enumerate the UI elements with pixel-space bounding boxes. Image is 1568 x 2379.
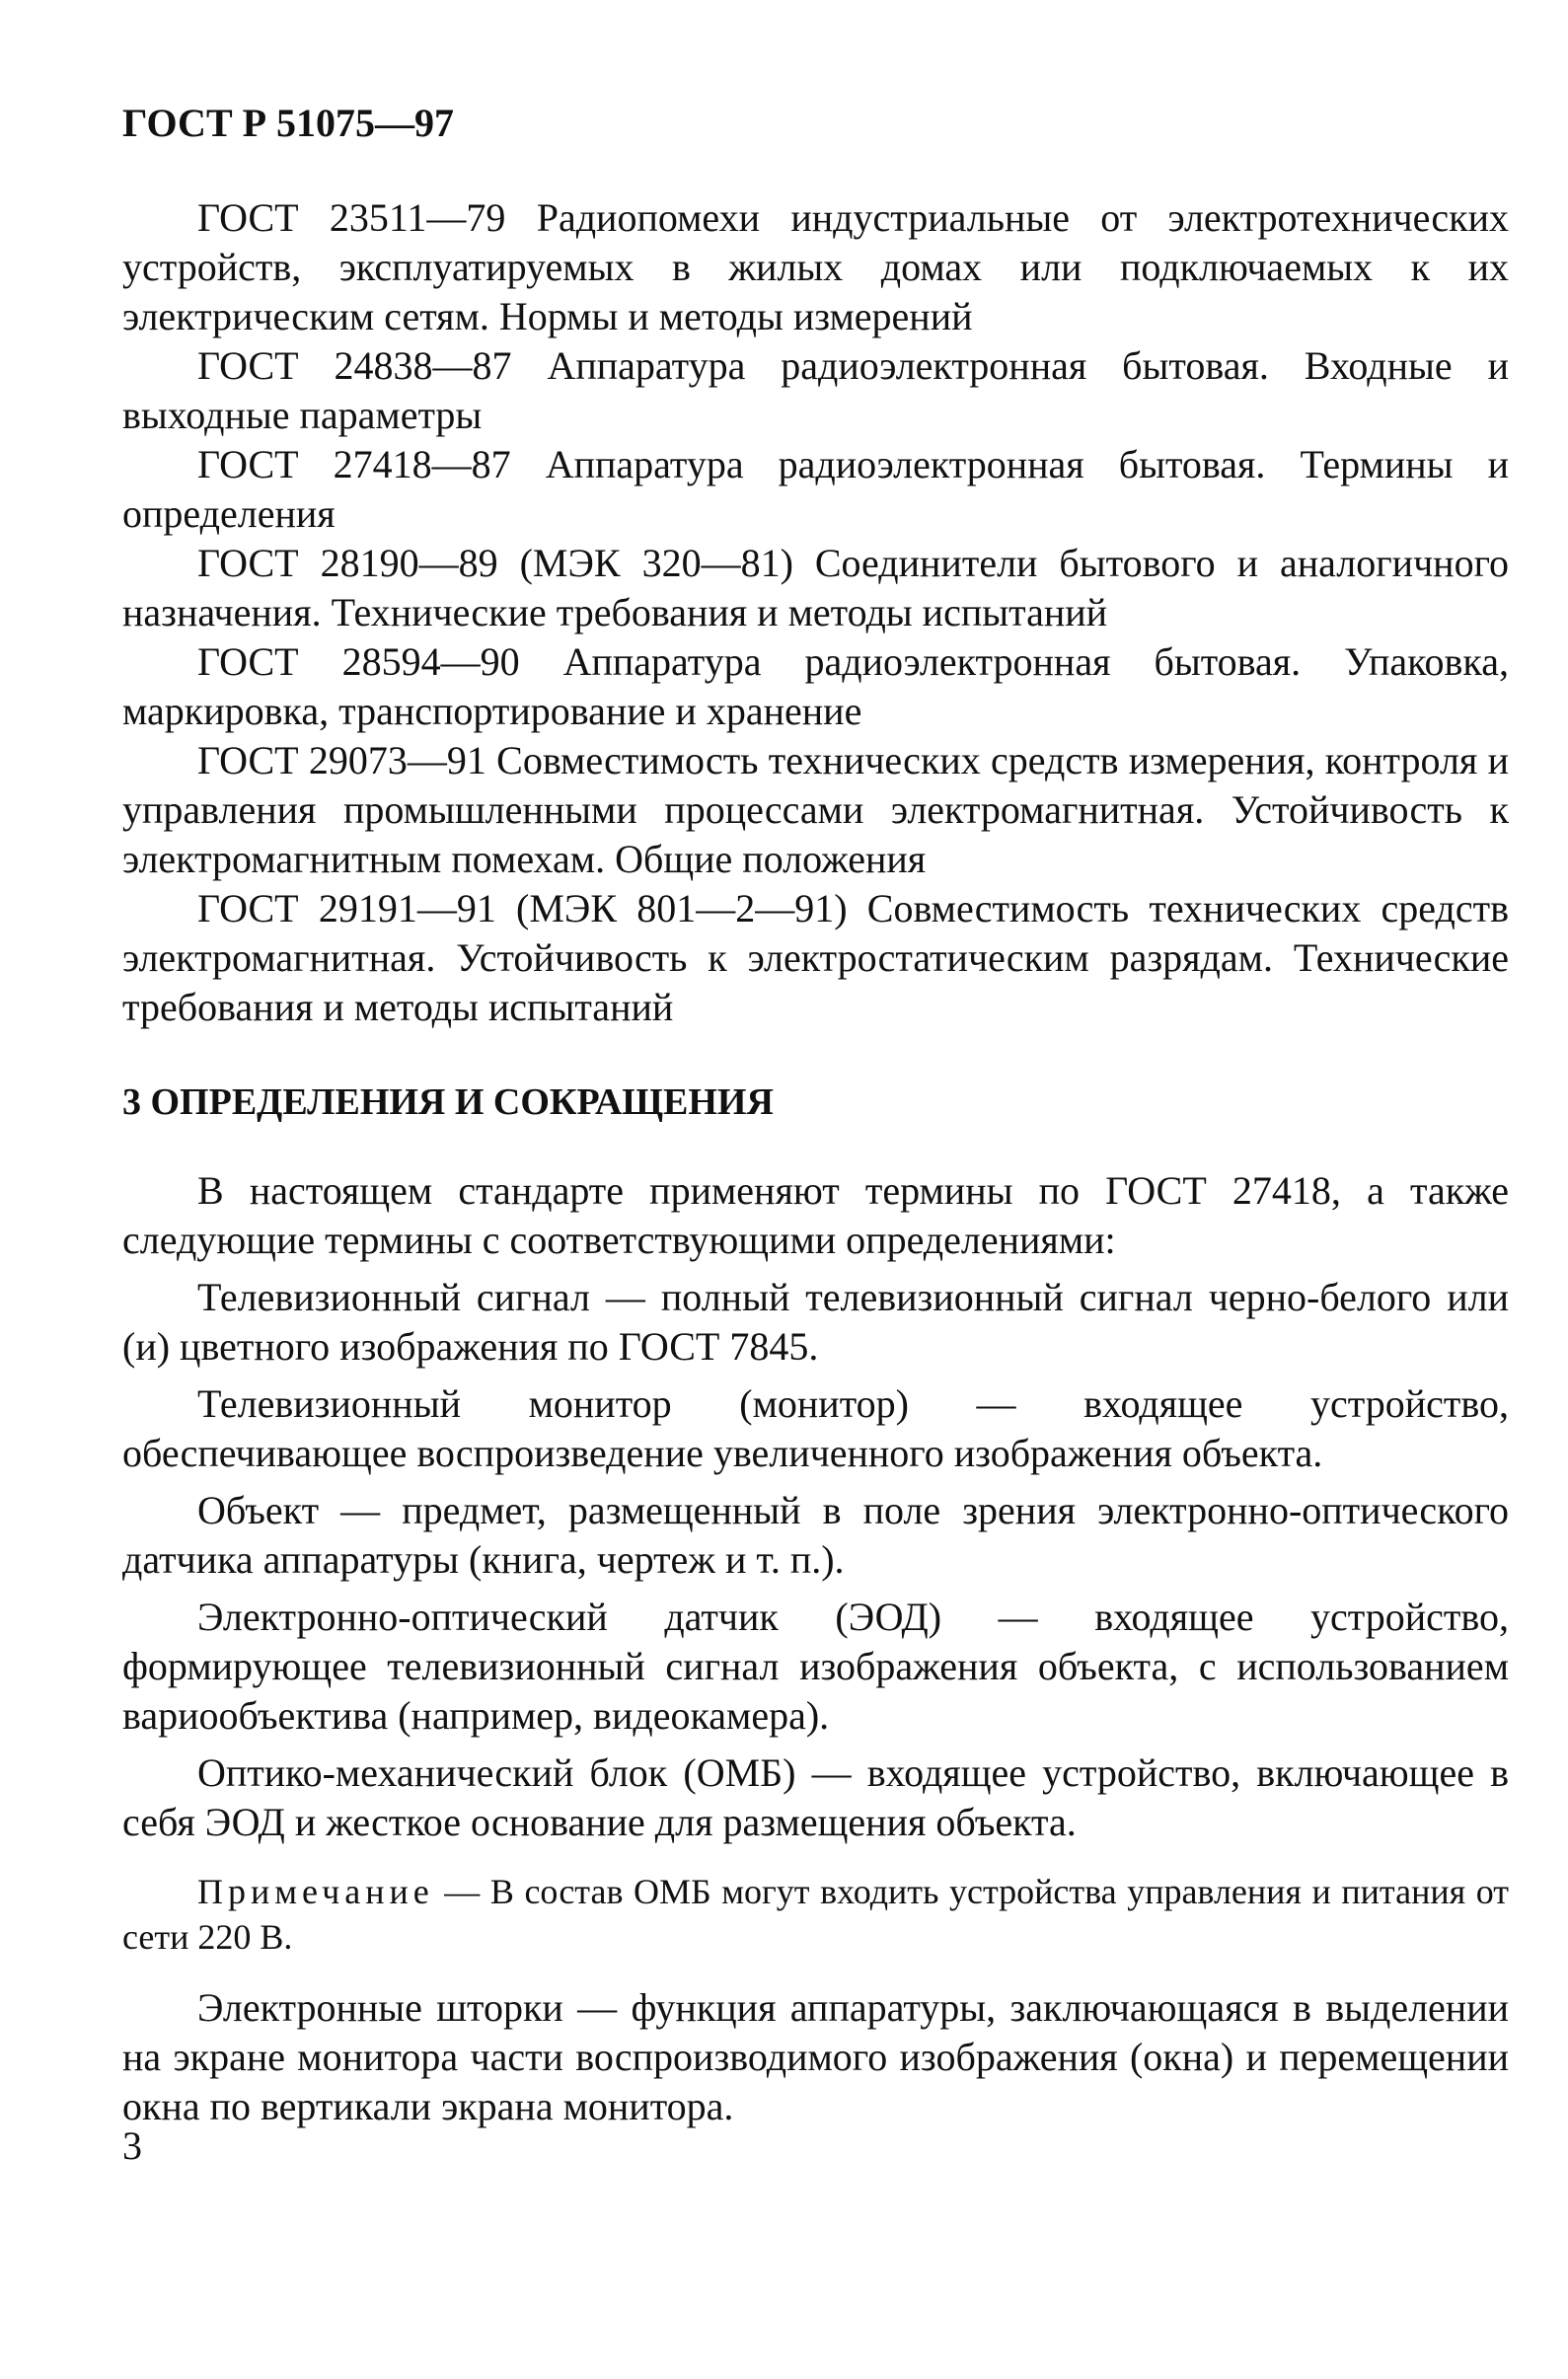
definition-item: Телевизионный сигнал — полный телевизионный сигнал черно-белого или (и) цветного изображения по ГОСТ 7845. bbox=[122, 1275, 1509, 1369]
definition-item: Объект — предмет, размещенный в поле зрения электронно-оптического датчика аппаратуры (книга, чертеж и т. п.). bbox=[122, 1488, 1509, 1582]
document-page bbox=[122, 99, 1509, 2137]
page-number: 3 bbox=[122, 2123, 142, 2168]
note-block bbox=[122, 1869, 1509, 1960]
note-text: — В состав ОМБ могут входить устройства управления и питания от сети 220 В. bbox=[122, 1872, 1509, 1957]
reference-item: ГОСТ 24838—87 Аппаратура радиоэлектронная бытовая. Входные и выходные параметры bbox=[122, 343, 1509, 437]
reference-item: ГОСТ 27418—87 Аппаратура радиоэлектронная бытовая. Термины и определения bbox=[122, 442, 1509, 536]
reference-item: ГОСТ 28594—90 Аппаратура радиоэлектронная бытовая. Упаковка, маркировка, транспортирование и хранение bbox=[122, 639, 1509, 733]
definition-item: Телевизионный монитор (монитор) — входящее устройство, обеспечивающее воспроизведение увеличенного изображения объекта. bbox=[122, 1381, 1509, 1475]
note-label: Примечание bbox=[197, 1872, 434, 1911]
section-heading: 3 ОПРЕДЕЛЕНИЯ И СОКРАЩЕНИЯ bbox=[122, 1081, 774, 1123]
section-intro: В настоящем стандарте применяют термины по ГОСТ 27418, а также следующие термины с соответствующими определениями: bbox=[122, 1168, 1509, 1262]
reference-item: ГОСТ 23511—79 Радиопомехи индустриальные от электротехнических устройств, эксплуатируемых в жилых домах или подключаемых к их электрическим сетям. Нормы и методы измерений bbox=[122, 195, 1509, 338]
definitions-section bbox=[122, 1166, 1509, 1847]
normative-references bbox=[122, 193, 1509, 1032]
document-header: ГОСТ Р 51075—97 bbox=[122, 101, 455, 145]
definition-item: Оптико-механический блок (ОМБ) — входящее устройство, включающее в себя ЭОД и жесткое основание для размещения объекта. bbox=[122, 1750, 1509, 1844]
reference-item: ГОСТ 28190—89 (МЭК 320—81) Соединители бытового и аналогичного назначения. Технические требования и методы испытаний bbox=[122, 541, 1509, 634]
definition-item: Электронные шторки — функция аппаратуры, заключающаяся в выделении на экране монитора части воспроизводимого изображения (окна) и перемещении окна по вертикали экрана монитора. bbox=[122, 1985, 1509, 2128]
reference-item: ГОСТ 29073—91 Совместимость технических средств измерения, контроля и управления промышленными процессами электромагнитная. Устойчивость к электромагнитным помехам. Общие положения bbox=[122, 738, 1509, 881]
definition-item: Электронно-оптический датчик (ЭОД) — входящее устройство, формирующее телевизионный сигнал изображения объекта, с использованием вариообъектива (например, видеокамера). bbox=[122, 1595, 1509, 1738]
reference-item: ГОСТ 29191—91 (МЭК 801—2—91) Совместимость технических средств электромагнитная. Устойчивость к электростатическим разрядам. Технические требования и методы испытаний bbox=[122, 886, 1509, 1029]
